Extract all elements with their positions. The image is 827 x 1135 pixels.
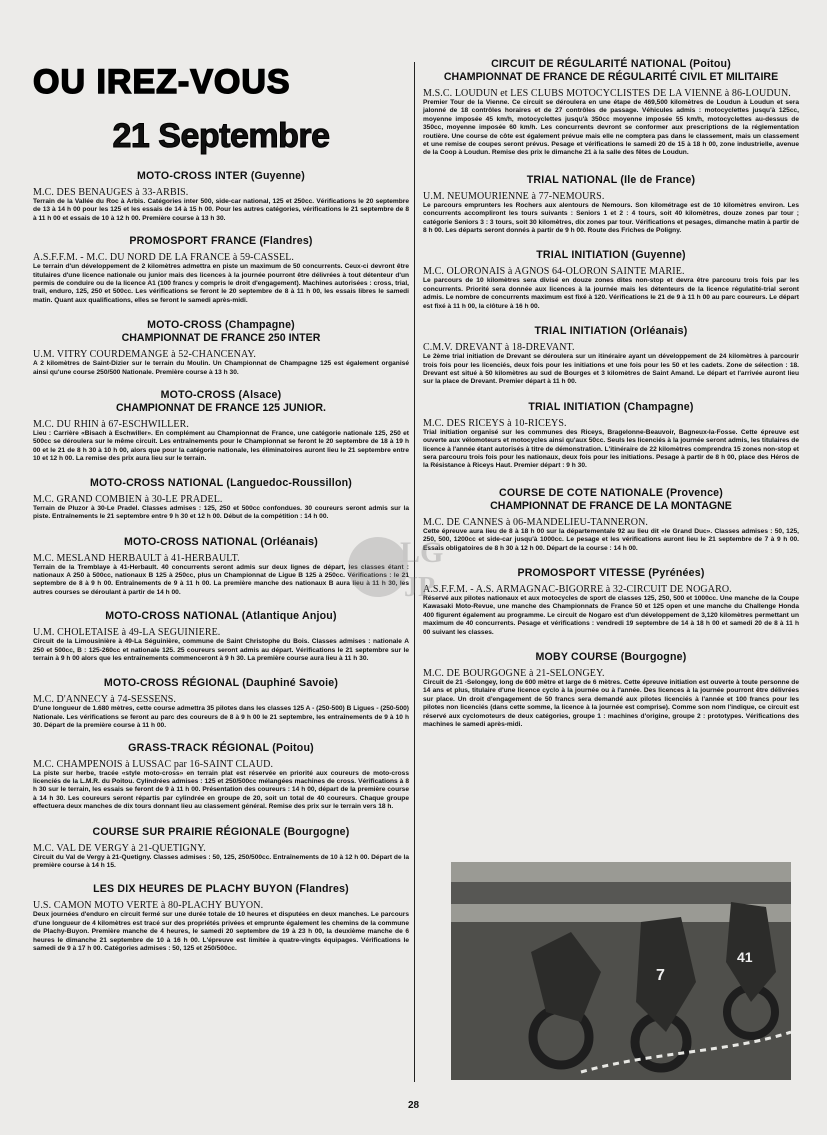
event-listing: [423, 401, 799, 471]
event-organizer: U.M. VITRY COURDEMANGE à 52-CHANCENAY.: [33, 349, 256, 361]
event-listing: [423, 567, 799, 637]
event-organizer: M.C. VAL DE VERGY à 21-QUETIGNY.: [33, 842, 206, 854]
event-listing: [33, 235, 409, 305]
event-organizer: U.S. CAMON MOTO VERTE à 80-PLACHY BUYON.: [33, 900, 264, 912]
event-title: COURSE SUR PRAIRIE RÉGIONALE (Bourgogne): [92, 825, 350, 838]
event-title: MOTO-CROSS (Alsace): [160, 389, 282, 402]
event-listing: [423, 487, 799, 553]
motocross-photo: [451, 862, 791, 1080]
date-heading: 21 Septembre: [112, 117, 330, 155]
event-title: PROMOSPORT FRANCE (Flandres): [129, 235, 313, 248]
event-organizer: C.M.V. DREVANT à 18-DREVANT.: [423, 342, 575, 354]
event-organizer: M.C. DU RHIN à 67-ESCHWILLER.: [33, 419, 189, 431]
event-title: PROMOSPORT VITESSE (Pyrénées): [517, 566, 705, 579]
event-description: Le terrain d'un développement de 2 kilomètres admettra en piste un maximum de 50 concurrents. Ceux-ci devront être titulaires d'une licence nationale ou junior mais des licences à la journée pourront être délivrées à tout détenteur d'un permis de conduire ou de la licence A1 (100 francs y compris le droit d'engagement). Machines autorisées : cross, trial, trail, enduro, 125, 250 et 500cc. Les vérifications se feront le 20 septembre de 8 à 11 h 00, les essais libres le samedi matin. Quant aux qualifications, elles se feront le samedi après-midi.: [33, 263, 409, 304]
event-organizer: M.C. DES RICEYS à 10-RICEYS.: [423, 417, 567, 429]
event-description: Trial initiation organisé sur les communes des Riceys, Bragelonne-Beauvoir, Bagneux-la-Fosse. Cette épreuve est ouverte aux vélomoteurs et motocycles ainsi qu'aux 50cc. Seuls les licenciés à la journée seront admis, les titulaires de licence à l'année étant autorisés à titre de démonstration. L'itinéraire de 22 kilomètres comprendra 15 zones non-stop et sera parcouru trois fois pour les nationaux, deux fois pour les initiations. Pesage à partir de 8 h 00, place des Héros de la Résistance à Riceys Haut. Premier départ : 9 h 30.: [423, 428, 799, 470]
event-description: Circuit de la Limousinière à 49-La Séguinière, commune de Saint Christophe du Bois. Classes admises : nationale A 250 et 500cc, B : 125-260cc et nationale 125. 25 coureurs seront admis au départ. Vérifications le 21 septembre sur le terrain à 9 h 00 alors que les entraînements commenceront à 9 h 30. La première course aura lieu à 11 h 30.: [33, 638, 409, 662]
event-description: D'une longueur de 1.680 mètres, cette course admettra 35 pilotes dans les classes 125 A - (250-500) B Ligues - (250-500) Nationale. Les vérifications se feront au parc des coureurs de 8 à 9 h 00 le 21 septembre, les entraînements de 9 à 10 h 30. Départ de la première course à 11 h 00.: [33, 705, 409, 730]
right-column: [423, 58, 799, 729]
event-description: Réservé aux pilotes nationaux et aux motocycles de sport de classes 125, 250, 500 et 1000cc. Une manche de la Coupe Kawasaki Moto-Revue, une manche des Championnats de France 50 et 125 open et une manche du Challenge Honda 400 figurent également au programme. Le circuit de Nogaro est d'un développement de 3,120 kilomètres permettant un maximum de 40 concurrents. Pesage et vérifications : vendredi 19 septembre de 14 à 18 h 00 et samedi 20 de 8 à 11 h 00 suivant les classes.: [423, 594, 799, 636]
event-organizer: M.C. GRAND COMBIEN à 30-LE PRADEL.: [33, 493, 223, 505]
event-listing: [423, 58, 799, 158]
event-description: Terrain de Pluzor à 30-Le Pradel. Classes admises : 125, 250 et 500cc confondues. 30 coureurs seront admis sur la piste. Entraînements le 21 septembre entre 9 h 30 et 12 h 00. Début de la compétition : 14 h 00.: [33, 504, 409, 521]
event-listing: [33, 170, 409, 223]
right-event-list: [423, 58, 799, 729]
event-organizer: A.S.F.F.M. - A.S. ARMAGNAC-BIGORRE à 32-CIRCUIT DE NOGARO.: [423, 583, 732, 595]
event-listing: [423, 325, 799, 387]
event-title: CIRCUIT DE RÉGULARITÉ NATIONAL (Poitou): [491, 58, 731, 70]
event-organizer: U.M. NEUMOURIENNE à 77-NEMOURS.: [423, 190, 605, 202]
event-subtitle: CHAMPIONNAT DE FRANCE 125 JUNIOR.: [116, 402, 326, 415]
event-listing: [33, 826, 409, 871]
event-description: Terrain de la Tremblaye à 41-Herbault. 40 concurrents seront admis sur deux lignes de départ, les classes étant : nationaux A 250 à 500cc, nationaux B 125 à 250cc, plus un Championnat de Ligue B 125 à 250cc. Vérifications : le 21 septembre de 8 à 9 h 00. Entraînements de 9 à 11 h 00. La première manche des nationaux B aura lieu à 11 h 30, les autres courses se déroulant à partir de 14 h 00.: [33, 563, 409, 596]
event-listing: [423, 249, 799, 311]
event-organizer: M.C. DES BENAUGES à 33-ARBIS.: [33, 187, 189, 198]
event-organizer: M.C. CHAMPENOIS à LUSSAC par 16-SAINT CLAUD.: [33, 758, 274, 770]
photo-illustration: [451, 862, 791, 1080]
event-organizer: M.S.C. LOUDUN et LES CLUBS MOTOCYCLISTES DE LA VIENNE à 86-LOUDUN.: [423, 88, 791, 99]
event-title: MOBY COURSE (Bourgogne): [535, 651, 687, 663]
event-description: Cette épreuve aura lieu de 8 à 18 h 00 sur la départementale 92 au lieu dit «le Grand Duc». Classes admises : 50, 125, 250, 500, 1200cc et side-car jusqu'à 1000cc. Le pesage et les vérifications auront lieu le 21 septembre de 7 à 9 h 00. Essais obligatoires de 8 h 30 à 12 h 00. Départ de la course : 14 h 00.: [423, 527, 799, 552]
event-description: Terrain de la Vallée du Roc à Arbis. Catégories inter 500, side-car national, 125 et 250cc. Vérifications le 20 septembre de 13 à 14 h 00 pour les 125 et les essais de 14 à 15 h 00. Pour les autres catégories, vérifications le 21 septembre de 8 à 11 h 00 et essais de 10 à 12 h 00. Première course à 13 h 30.: [33, 198, 409, 222]
event-organizer: M.C. D'ANNECY à 74-SESSENS.: [33, 694, 177, 706]
event-title: MOTO-CROSS (Champagne): [147, 319, 295, 332]
event-organizer: M.C. OLORONAIS à AGNOS 64-OLORON SAINTE MARIE.: [423, 266, 685, 278]
event-description: Circuit du Val de Vergy à 21-Quetigny. Classes admises : 50, 125, 250/500cc. Entraînements de 10 à 12 h 00. Départ de la première course à 14 h 15.: [33, 853, 409, 869]
event-subtitle: CHAMPIONNAT DE FRANCE 250 INTER: [121, 332, 321, 345]
event-title: TRIAL INITIATION (Orléanais): [534, 325, 688, 338]
watermark-logo: [338, 522, 458, 612]
event-title: GRASS-TRACK RÉGIONAL (Poitou): [128, 741, 314, 754]
rider-number-7: 7: [656, 967, 665, 984]
svg-text:JP: JP: [404, 572, 436, 603]
event-listing: [423, 174, 799, 236]
event-description: Lieu : Carrière «Bisach à Eschwiller». En complément au Championnat de France, une catégorie nationale 125, 250 et 500cc se déroulera sur le même circuit. Les entraînements pour le Championnat se feront le 20 septembre de 18 à 19 h 00 et le 21 de 8 h 30 à 10 h 00, alors que pour la catégorie nationale, les éliminatoires auront lieu le 21 septembre entre 10 et 12 h 00. La remise des prix aura lieu sur le terrain.: [33, 430, 409, 463]
event-description: La piste sur herbe, tracée «style moto-cross» en terrain plat est réservée en priorité aux coureurs de moto-cross licenciés de la L.M.R. du Poitou. Cylindrées admises : 125 et 250/500cc mélangées machines de cross. Vérifications à 8 h 30 sur le terrain, les essais se feront de 9 à 11 h 00. Présentation des coureurs : 14 h 00, départ de la première course à 14 h 30. Les coureurs seront répartis par cylindrée en groupe de 20, soit un total de 40 coureurs. Chaque groupe effectuera deux manches de dix tours donnant lieu au classement général. Remise des prix sur le terrain vers 18 h.: [33, 769, 409, 811]
event-title: MOTO-CROSS RÉGIONAL (Dauphiné Savoie): [103, 677, 339, 690]
event-title: MOTO-CROSS NATIONAL (Atlantique Anjou): [105, 610, 337, 623]
event-listing: [33, 389, 409, 464]
event-listing: [33, 742, 409, 812]
event-organizer: A.S.F.F.M. - M.C. DU NORD DE LA FRANCE à 59-CASSEL.: [33, 252, 295, 264]
event-listing: [423, 651, 799, 729]
event-description: Premier Tour de la Vienne. Ce circuit se déroulera en une étape de 469,500 kilomètres de Loudun à Loudun et sera jalonné de 18 contrôles horaires et de 27 contrôles de passage. Véhicules admis : motocyclettes jusqu'à 125cc, moyenne imposée 45 km/h, motocyclettes jusqu'à 350cc moyenne imposée 55 km/h, motocyclettes au-dessus de 350cc, moyenne imposée 60 km/h. Les concurrents devront se conformer aux prescriptions de la réglementation routière. Une course de côte est également prévue mais elle ne comptera pas dans le classement, mais un classement et une remise de coupes seront prévus. Pesage et vérifications le samedi 20 de 15 à 18 h 00, zone industrielle, avenue de la Coop à Loudun. Remise des prix le dimanche 21 à la salle des fêtes de Loudun.: [423, 99, 799, 157]
event-title: MOTO-CROSS NATIONAL (Languedoc-Roussillon): [89, 476, 353, 489]
event-subtitle: CHAMPIONNAT DE FRANCE DE LA MONTAGNE: [490, 499, 732, 512]
event-description: Le parcours emprunters les Rochers aux alentours de Nemours. Son kilométrage est de 10 kilomètres environ. Les concurrents accompliront les tours suivants : Seniors 1 et 2 : 4 tours, soit 40 kilomètres, douze zones par tour ; catégorie Seniors 3 : 3 tours, soit 30 kilomètres, dix zones par tour. Vérifications et pesages, dimanche matin à partir de 8 h 00. Les départs seront donnés à partir de 9 h 00. Route des Friches de Poligny.: [423, 201, 799, 235]
svg-text:LG: LG: [400, 536, 444, 569]
left-column: [33, 58, 409, 953]
event-listing: [33, 883, 409, 953]
event-listing: [33, 477, 409, 522]
rider-number-41: 41: [737, 949, 753, 965]
event-description: A 2 kilomètres de Saint-Dizier sur le terrain du Moulin. Un Championnat de Champagne 125 est également organisé ainsi qu'une course 250/500 Nationale. Première course à 13 h 30.: [33, 360, 409, 376]
event-description: Le parcours de 10 kilomètres sera divisé en douze zones dites non-stop et devra être parcouru trois fois par les concurrents. Priorité sera donnée aux licences à la journée mais les détenteurs de la licence régulatité-trial seront admis. Le nombre de concurrents maximum est fixé à 120. Vérifications le 21 de 9 à 11 h 00 au parc coureurs. Le départ est fixé à 11 h 00, la clôture à 16 h 00.: [423, 277, 799, 310]
event-description: Circuit de 21 -Selongey, long de 600 mètre et large de 6 mètres. Cette épreuve initiation est ouverte à toute personne de 14 ans et plus, titulaire d'une licence cyclo à la journée ou à l'année. Des licences à la journée pourront être délivrées sur place. Un droit d'engagement de 50 francs sera demandé aux pilotes licenciés à l'année et 100 francs pour les pilotes non licenciés (dans cette somme, la licence à la journée est comprise). Comme son nom l'indique, ce circuit est réservé aux cyclomoteurs de deux catégories, groupe 1 : machines d'origine, groupe 2 : prototypes. Vérifications des machines le samedi après-midi.: [423, 679, 799, 729]
event-title: TRIAL NATIONAL (Ile de France): [526, 173, 696, 186]
event-title: MOTO-CROSS NATIONAL (Orléanais): [124, 535, 318, 548]
page-number: 28: [407, 1100, 420, 1111]
event-listing: [33, 319, 409, 377]
event-title: LES DIX HEURES DE PLACHY BUYON (Flandres): [93, 883, 349, 896]
event-listing: [33, 677, 409, 730]
masthead-title: OU IREZ-VOUS: [33, 63, 291, 101]
event-title: COURSE DE COTE NATIONALE (Provence): [498, 486, 723, 499]
event-listing: [33, 610, 409, 663]
event-subtitle: CHAMPIONNAT DE FRANCE DE RÉGULARITÉ CIVIL ET MILITAIRE: [443, 71, 779, 83]
event-title: MOTO-CROSS INTER (Guyenne): [136, 170, 306, 182]
event-organizer: M.C. DE CANNES à 06-MANDELIEU-TANNERON.: [423, 516, 649, 528]
event-organizer: U.M. CHOLETAISE à 49-LA SEGUINIERE.: [33, 627, 221, 639]
event-description: Deux journées d'enduro en circuit fermé sur une durée totale de 10 heures et disputées en deux manches. Le parcours d'une longueur de 4 kilomètres est tracé sur des propriétés privées et emprunte également les chemins de la commune de Plachy-Buyon. Première manche de 4 heures, le samedi 20 septembre de 19 à 23 h 00, la deuxième manche de 6 heures le dimanche 21 septembre de 10 à 16 h 00. L'épreuve est limitée à quatre-vingts équipages. Vérifications le samedi de 9 à 17 h 00. Catégories admises : 50, 125 et 250/500cc.: [33, 911, 409, 953]
event-organizer: M.C. MESLAND HERBAULT à 41-HERBAULT.: [33, 552, 240, 564]
event-title: TRIAL INITIATION (Champagne): [528, 400, 694, 413]
event-description: Le 2ème trial initiation de Drevant se déroulera sur un itinéraire ayant un développement de 24 kilomètres à parcourir trois fois pour les licenciés, deux fois pour les initiations et une fois pour les 50 et les cadets. Zone de sélection : 18. Drevant est situé à 50 kilomètres au sud de Bourges et 3 kilomètres de Saint Amand. Le départ et l'arrivée auront lieu sur la place de Drevant. Premier départ à 11 h 00.: [423, 353, 799, 386]
event-title: TRIAL INITIATION (Guyenne): [536, 249, 686, 262]
event-organizer: M.C. DE BOURGOGNE à 21-SELONGEY.: [423, 668, 605, 679]
